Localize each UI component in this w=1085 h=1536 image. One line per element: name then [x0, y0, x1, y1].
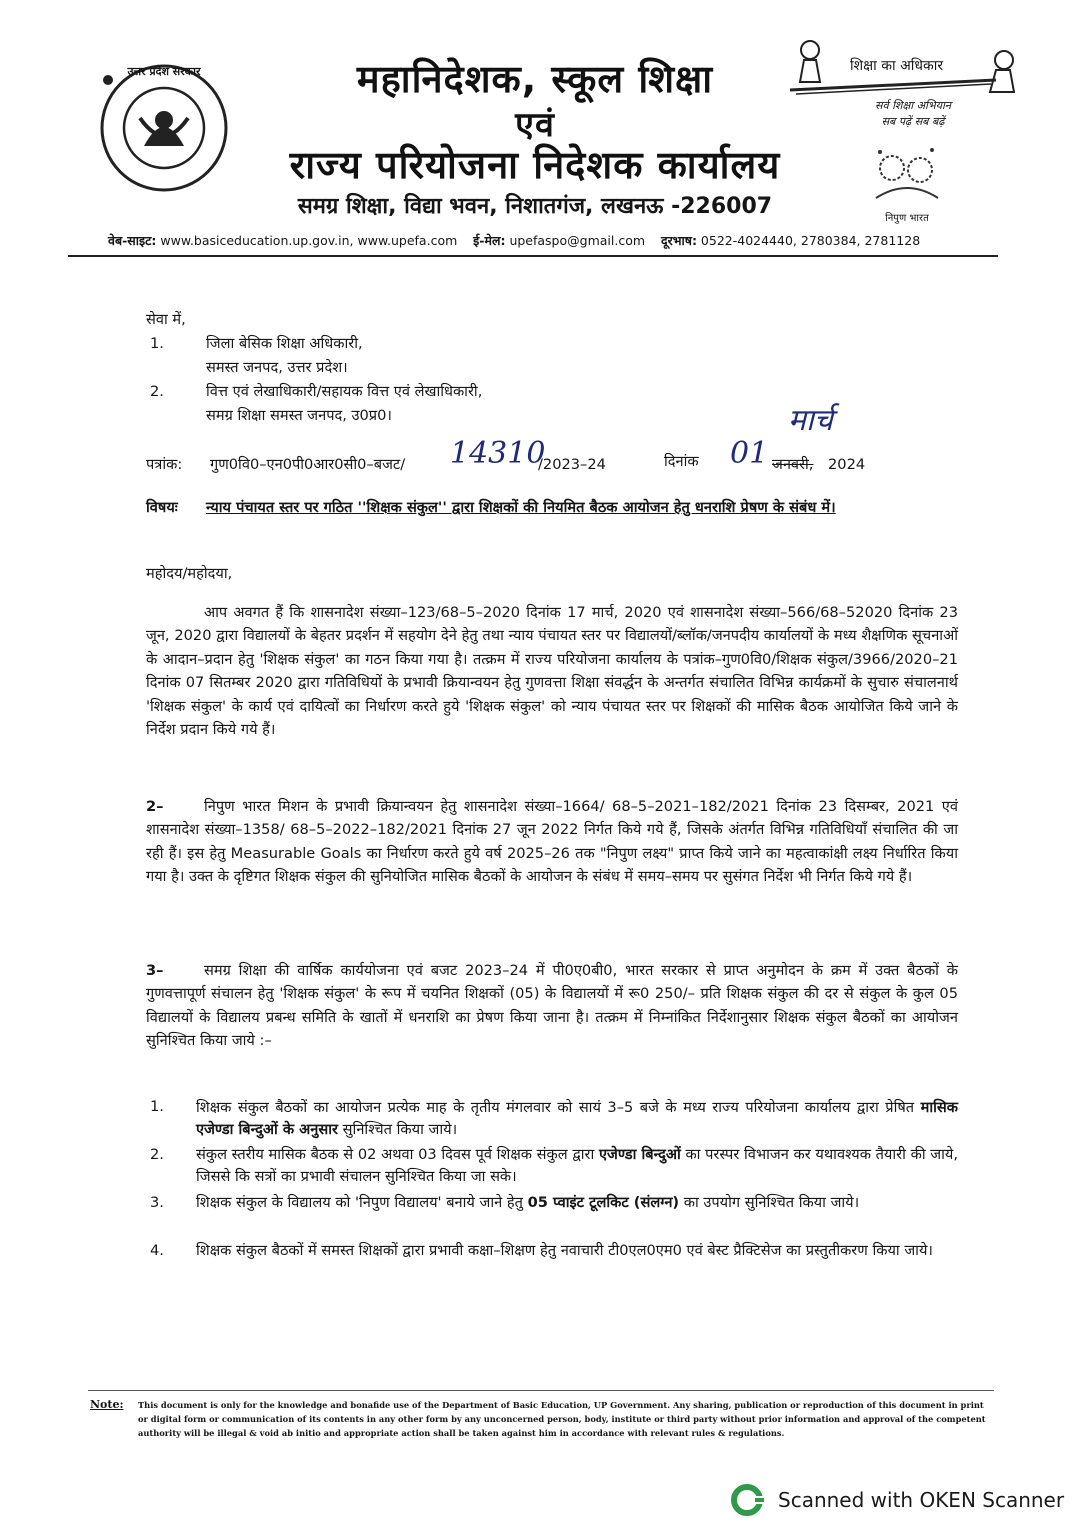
- scanner-watermark: [730, 1483, 1064, 1517]
- addressee-to: सेवा में,: [146, 311, 186, 328]
- header-title-line3: राज्य परियोजना निदेशक कार्यालय: [289, 143, 781, 187]
- point-3-bold: 05 प्वाइंट टूलकिट (संलग्न): [527, 1194, 680, 1211]
- salutation: महोदय/महोदया,: [146, 565, 233, 582]
- note-text: This document is only for the knowledge and bonafide use of the Department of Basic Education, UP Government. Any sharing, publication or reproduction of this document in print or digital form or communication of its contents in any other form by any unconcerned person, body, institute or third party without prior information and approval of the competent authority will be illegal & void ab initio and appropriate action shall be taken against him in accordance with relevant rules & regulations.: [138, 1400, 986, 1438]
- reference-number-handwritten: 14310: [450, 436, 546, 471]
- paragraph-2: निपुण भारत मिशन के प्रभावी क्रियान्वयन हेतु शासनादेश संख्या–1664/ 68–5–2021–182/2021 दिनांक 23 दिसम्बर, 2021 एवं शासनादेश संख्या–1358/ 68–5–2022–182/2021 दिनांक 27 जून 2022 निर्गत किये गये हैं, जिसके अंतर्गत विभिन्न गतिविधियाँ संचालित की जा रही हैं। इस हेतु Measurable Goals का निर्धारण करते हुये वर्ष 2025–26 तक "निपुण लक्ष्य" प्राप्त किये जाने का महत्वाकांक्षी लक्ष्य निर्धारित किया गया है। उक्त के दृष्टिगत शिक्षक संकुल की सुनियोजित मासिक बैठकों के आयोजन के संबंध में समय–समय पर सुसंगत निर्देश भी निर्गत किये गये हैं।: [146, 798, 958, 886]
- paragraph-1: आप अवगत हैं कि शासनादेश संख्या–123/68–5–2020 दिनांक 17 मार्च, 2020 एवं शासनादेश संख्या–566/68–52020 दिनांक 23 जून, 2020 द्वारा विद्यालयों के बेहतर प्रदर्शन में सहयोग देने हेतु तथा न्याय पंचायत स्तर पर विद्यालयों/ब्लॉक/जनपदीय कार्यालयों के मध्य शैक्षणिक सूचनाओं के आदान–प्रदान हेतु 'शिक्षक संकुल' का गठन किया गया है। तत्क्रम में राज्य परियोजना कार्यालय के पत्रांक–गुण0वि0/शिक्षक संकुल/3966/2020–21 दिनांक 07 सितम्बर 2020 द्वारा गतिविधियों के प्रभावी क्रियान्वयन हेतु गुणवत्ता शिक्षा संवर्द्धन के अन्तर्गत संचालित विभिन्न कार्यक्रमों के सुचारु संचालनार्थ 'शिक्षक संकुल' के कार्य एवं दायित्वों का निर्धारण करते हुये 'शिक्षक संकुल' को न्याय पंचायत स्तर पर शिक्षकों की मासिक बैठक आयोजित किये जाने के निर्देश प्रदान किये गये हैं।: [146, 604, 958, 739]
- point-4-num: 4.: [150, 1242, 164, 1259]
- website-label: वेब-साइट:: [108, 233, 157, 248]
- point-2-text-b: का परस्पर विभाजन कर यथावश्यक तैयारी की जाये, जिससे कि सत्रों का प्रभावी संचालन सुनिश्चित किया जा सके।: [196, 1146, 958, 1185]
- point-1-num: 1.: [150, 1098, 164, 1115]
- point-3-num: 3.: [150, 1194, 164, 1211]
- email: upefaspo@gmail.com: [509, 233, 646, 248]
- header-title-line2: एवं: [515, 105, 555, 145]
- addressee-2-line1: वित्त एवं लेखाधिकारी/सहायक वित्त एवं लेखाधिकारी,: [206, 383, 483, 400]
- paragraph-3: समग्र शिक्षा की वार्षिक कार्ययोजना एवं बजट 2023–24 में पी0ए0बी0, भारत सरकार से प्राप्त अनुमोदन के क्रम में उक्त बैठकों के गुणवत्तापूर्ण संचालन हेतु 'शिक्षक संकुल' के रूप में चयनित शिक्षकों (05) के विद्यालयों में रू0 250/– प्रति शिक्षक संकुल की दर से संकुल के कुल 05 विद्यालयों के विद्यालय प्रबन्ध समिति के खातों में धनराशि का प्रेषण किया जाना है। तत्क्रम में निम्नांकित निर्देशानुसार शिक्षक संकुल बैठकों का आयोजन सुनिश्चित किया जाये :–: [146, 962, 958, 1050]
- point-2-num: 2.: [150, 1146, 164, 1163]
- header-divider: [68, 255, 998, 257]
- email-label: ई-मेल:: [473, 233, 506, 248]
- date-month-handwritten: मार्च: [788, 403, 833, 438]
- logo1-sub1: सर्व शिक्षा अभियान: [875, 99, 951, 112]
- date-month-struck: जनवरी,: [772, 456, 814, 473]
- contact-line: [108, 232, 988, 249]
- note-label: Note:: [90, 1398, 124, 1411]
- point-1-bold: मासिक एजेण्डा बिन्दुओं के अनुसार: [196, 1099, 958, 1138]
- point-3-text-b: का उपयोग सुनिश्चित किया जाये।: [679, 1194, 860, 1211]
- point-1-text-a: शिक्षक संकुल बैठकों का आयोजन प्रत्येक माह के तृतीय मंगलवार को सायं 3–5 बजे के मध्य राज्य परियोजना कार्यालय द्वारा प्रेषित: [196, 1099, 921, 1116]
- point-2-bold: एजेण्डा बिन्दुओं: [598, 1146, 681, 1163]
- point-2-text: [196, 1144, 958, 1188]
- up-government-emblem: [94, 58, 234, 198]
- logo1-caption: शिक्षा का अधिकार: [850, 58, 944, 74]
- point-1-text-b: सुनिश्चित किया जाये।: [338, 1121, 458, 1138]
- paragraph-3-num: 3–: [146, 962, 164, 979]
- emblem-text: उत्तर प्रदेश सरकार: [127, 65, 201, 78]
- oken-scanner-icon: [730, 1483, 764, 1517]
- phone: 0522-4024440, 2780384, 2781128: [700, 233, 921, 248]
- point-2-text-a: संकुल स्तरीय मासिक बैठक से 02 अथवा 03 दिवस पूर्व शिक्षक संकुल द्वारा: [196, 1146, 599, 1163]
- addressee-num-1: 1.: [150, 335, 164, 352]
- reference-year: /2023–24: [538, 456, 606, 473]
- subject-text: न्याय पंचायत स्तर पर गठित ''शिक्षक संकुल'' द्वारा शिक्षकों की नियमित बैठक आयोजन हेतु धनराशि प्रेषण के संबंध में।: [206, 499, 836, 516]
- date-label: दिनांक: [664, 453, 699, 470]
- point-3-text-a: शिक्षक संकुल के विद्यालय को 'निपुण विद्यालय' बनाये जाने हेतु: [196, 1194, 528, 1211]
- addressee-1-line2: समस्त जनपद, उत्तर प्रदेश।: [206, 359, 348, 376]
- paragraph-2-num: 2–: [146, 798, 164, 815]
- phone-label: दूरभाष:: [660, 233, 697, 248]
- scanner-text: Scanned with OKEN Scanner: [778, 1488, 1065, 1512]
- date-year: 2024: [828, 456, 866, 473]
- date-day-handwritten: 01: [730, 436, 769, 471]
- addressee-2-line2: समग्र शिक्षा समस्त जनपद, उ0प्र0।: [206, 407, 392, 424]
- point-4-text-a: शिक्षक संकुल बैठकों में समस्त शिक्षकों द्वारा प्रभावी कक्षा–शिक्षण हेतु नवाचारी टी0एल0एम0 एवं बेस्ट प्रैक्टिसेज का प्रस्तुतीकरण किया जाये।: [196, 1242, 933, 1259]
- addressee-num-2: 2.: [150, 383, 164, 400]
- subject-label: विषयः: [146, 499, 178, 516]
- logo1-sub2: सब पढ़ें सब बढ़ें: [881, 115, 945, 128]
- header-address: समग्र शिक्षा, विद्या भवन, निशातगंज, लखनऊ -226007: [297, 194, 773, 219]
- point-1-text: [196, 1097, 958, 1141]
- reference-prefix: गुण0वि0–एन0पी0आर0सी0–बजट/: [210, 456, 406, 473]
- logo2-caption: निपुण भारत: [885, 213, 929, 224]
- point-3-text: [196, 1192, 958, 1214]
- point-4-text: [196, 1240, 958, 1262]
- footer-divider: [88, 1390, 994, 1391]
- reference-label: पत्रांक:: [146, 456, 183, 473]
- addressee-1-line1: जिला बेसिक शिक्षा अधिकारी,: [206, 335, 363, 352]
- website: www.basiceducation.up.gov.in, www.upefa.com: [160, 233, 458, 248]
- header-title-line1: महानिदेशक, स्कूल शिक्षा: [356, 57, 714, 101]
